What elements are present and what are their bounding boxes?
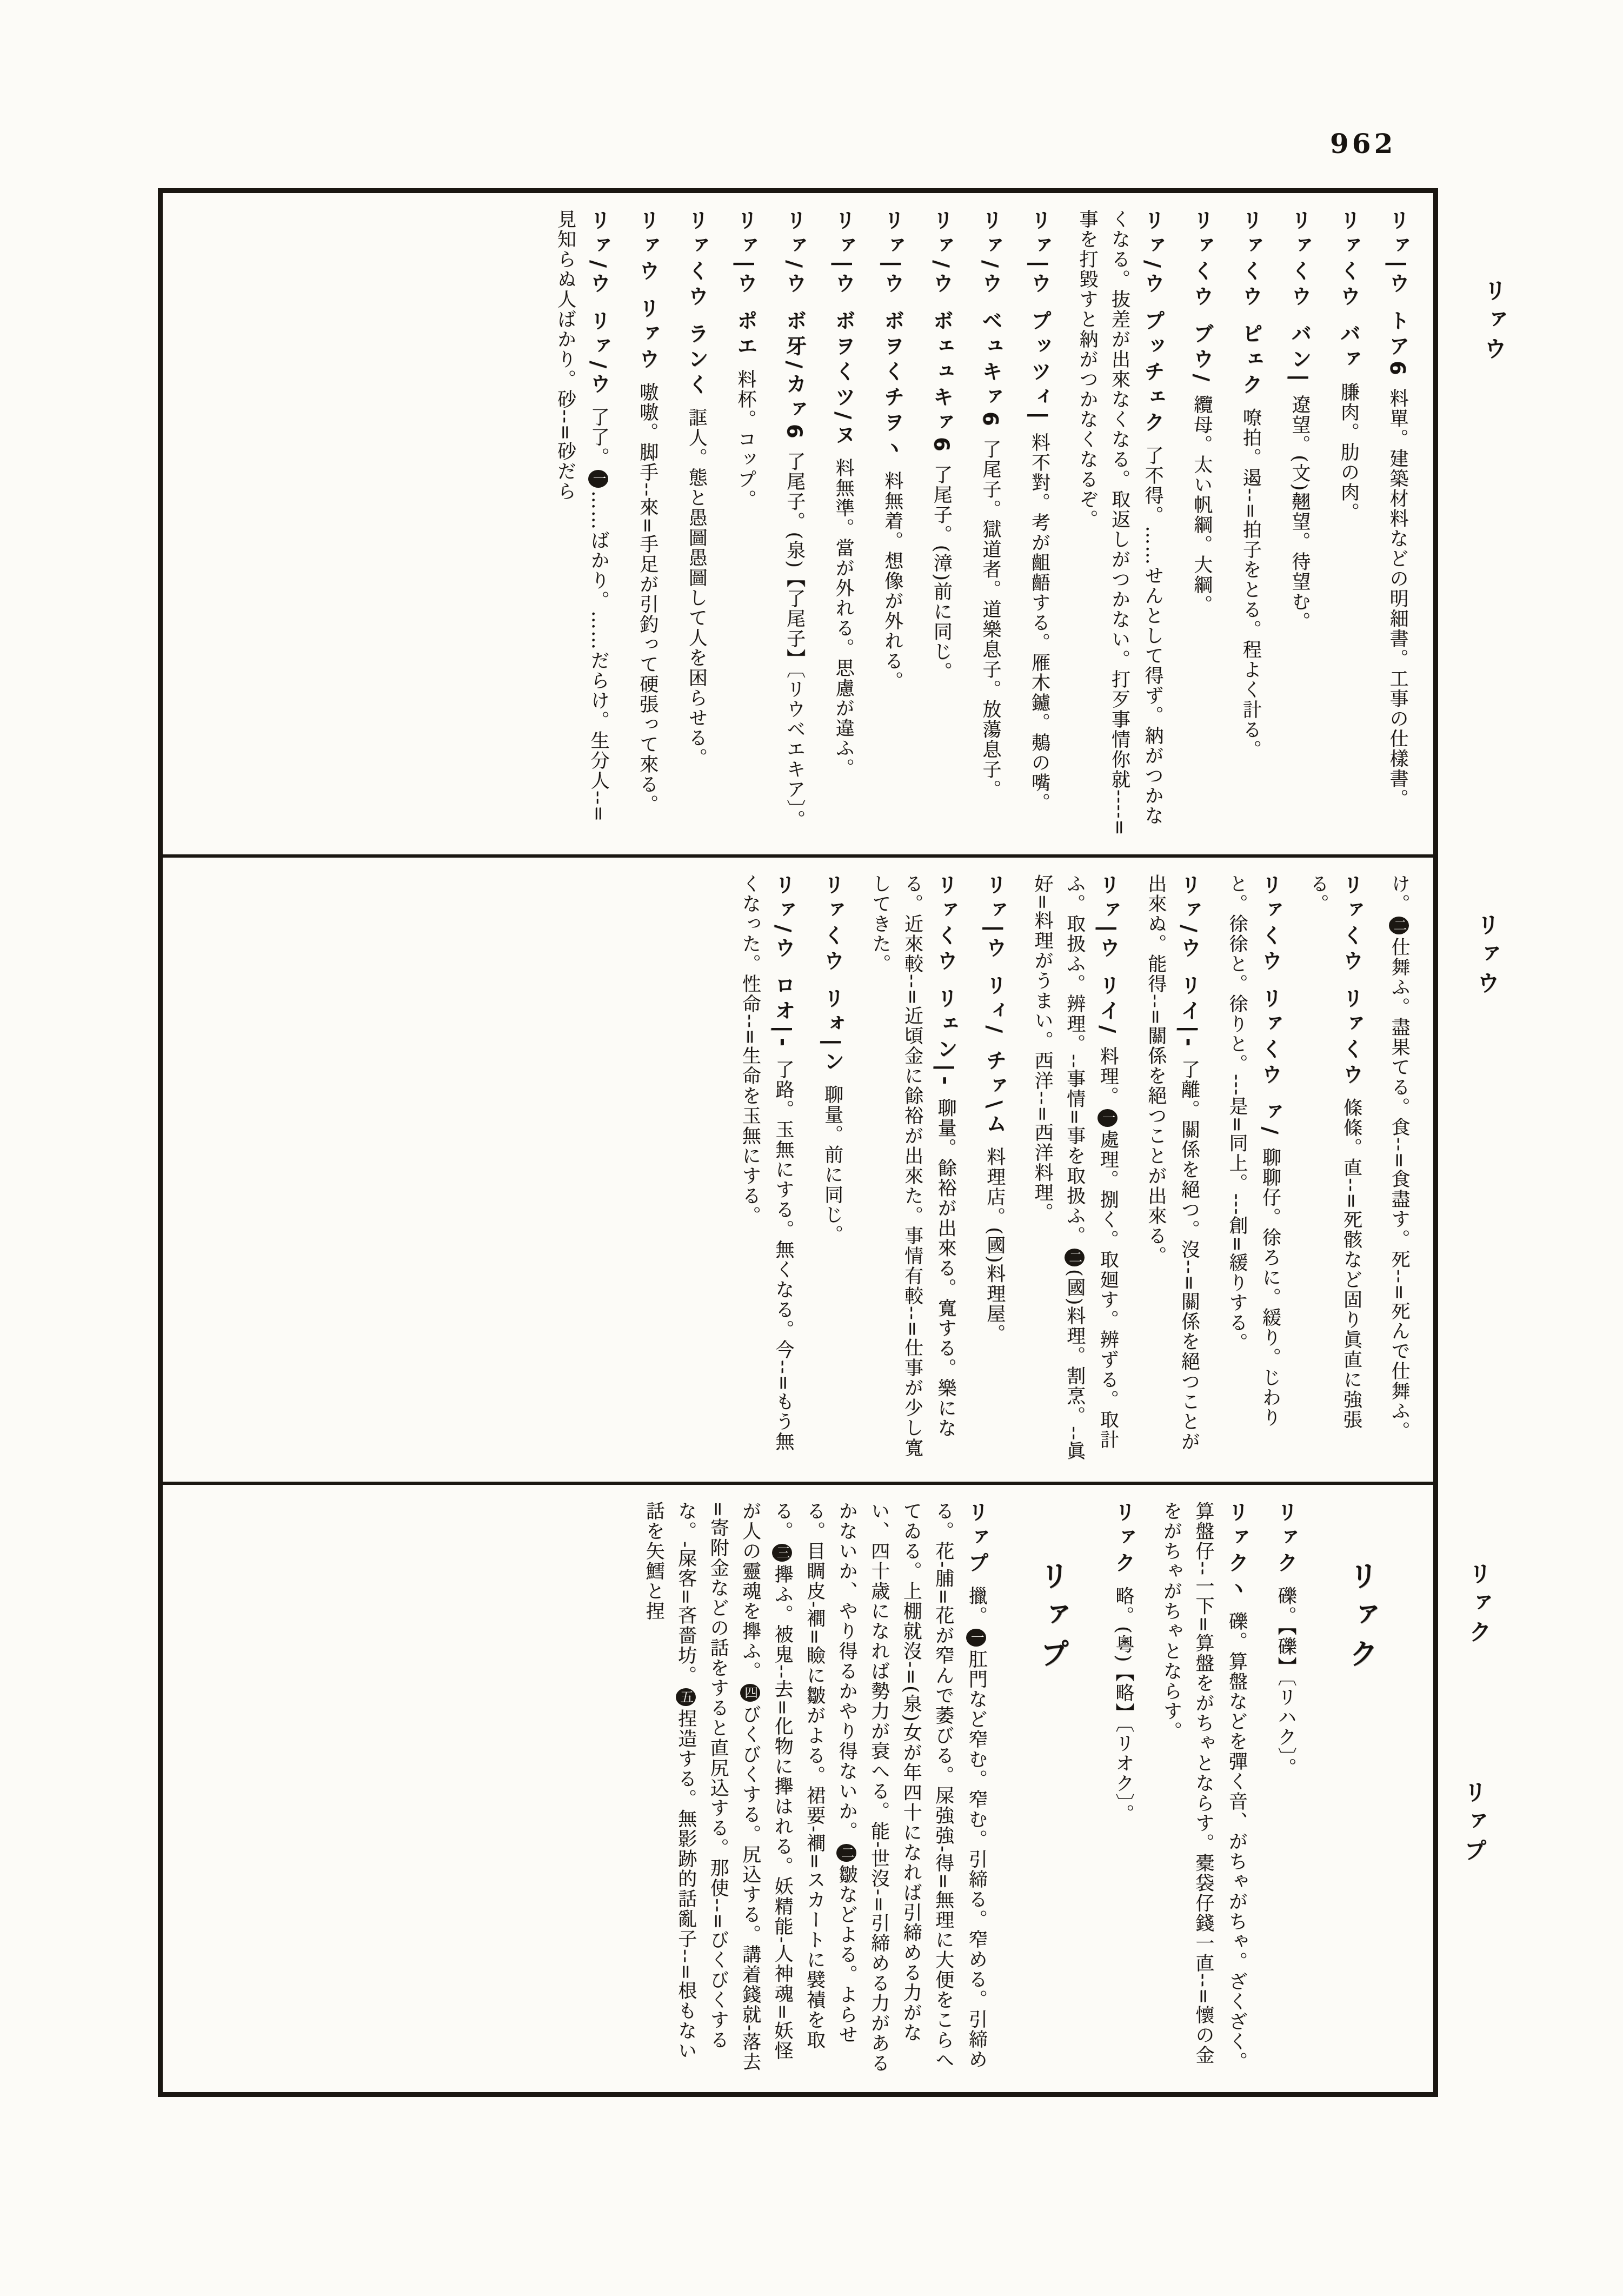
sense-number: 二 — [1065, 1249, 1085, 1266]
entry-headword: リァ/ウ ボ牙/カァ6 — [782, 209, 807, 443]
entry-headword: リァウ リァウ — [635, 209, 660, 374]
entry-headword: リァくウ リァくウ ァ/ — [1258, 874, 1282, 1139]
dict-entry — [1380, 209, 1415, 838]
dict-entry — [1106, 1501, 1141, 2076]
entry-definition: 條條。直--=死骸など固り眞直に強張る。 — [1307, 874, 1362, 1430]
dict-entry — [875, 209, 910, 838]
entry-headword: リァくウ ランく — [684, 209, 709, 400]
entry-definition: 聊聊仔。徐ろに。緩り。じわりと。徐徐と。徐りと。---是=同上。---創=緩りする。 — [1226, 874, 1281, 1428]
sense-number: 三 — [772, 1544, 792, 1562]
entry-definition: 了路。玉無にする。無くなる。今--=もう無くなった。性命--=生命を玉無にする。 — [739, 874, 794, 1452]
dict-entry — [1026, 874, 1126, 1465]
entry-headword: リァ/ウ リァ/ウ — [587, 209, 611, 399]
margin-tab-riau-2: リァウ — [1474, 913, 1500, 1000]
band-bottom — [163, 1482, 1433, 2092]
band-middle — [163, 854, 1433, 1482]
entry-definition: 略。(粵)【略】〔リオク〕。 — [1112, 1586, 1134, 1824]
entry-headword: リァくウ ピェク — [1239, 209, 1263, 400]
entry-definition: 誆人。態と愚圖愚圖して人を困らせる。 — [686, 408, 708, 768]
content-frame — [158, 188, 1438, 2097]
entry-definition: 料不對。考が齟齬する。雁木鑢。鴺の嘴。 — [1028, 433, 1050, 813]
entry-headword: リァ|ウ トア6 — [1386, 209, 1409, 380]
entry-definition: 礫。【礫】〔リハク〕。 — [1275, 1586, 1296, 1778]
dict-entry — [815, 874, 850, 1465]
sense-number: 四 — [740, 1684, 760, 1702]
entry-definition: 纜母。太い帆綱。大綱。 — [1190, 395, 1213, 615]
entry-headword: リァ|ウ ポエ — [733, 209, 757, 361]
entry-definition: 了尾子。(泉)【了尾子】〔リウベエキア〕。 — [783, 452, 806, 830]
entry-definition: 了不得。……せんとして得ず。納がつかなくなる。抜差が出來なくなる。取返しがつかない。打歹事情你就----=事を打毀すと納がつかなくなるぞ。 — [1076, 209, 1164, 837]
entry-definition: 礫。算盤などを彈く音、がちゃがちゃ。ざくざく。算盤仔--一下=算盤をがちゃとならす。橐袋仔錢一直--=懷の金をがちゃがちゃとならす。 — [1160, 1501, 1248, 2072]
sense-number: 五 — [676, 1688, 696, 1706]
dict-entry — [1155, 1501, 1254, 2076]
dict-entry — [973, 209, 1008, 838]
band-top — [163, 193, 1433, 854]
entry-definition: 聊量。前に同じ。 — [821, 1085, 843, 1245]
entry-headword: リァ|ウ リイ/ — [1096, 874, 1120, 1038]
page-number: 962 — [1330, 128, 1396, 160]
entry-headword: リァクヽ — [1225, 1501, 1249, 1603]
entry-headword: リァ|ウ ボヲくツ/ヌ — [832, 209, 856, 449]
dict-entry — [1383, 874, 1415, 1465]
margin-tab-riaku: リァク — [1466, 1562, 1492, 1649]
dict-entry — [630, 209, 665, 838]
sense-number: 一 — [588, 470, 608, 488]
dict-entry — [1022, 209, 1057, 838]
dict-entry — [1070, 209, 1170, 838]
entry-definition: 了尾子。獄道者。道樂息子。放蕩息子。 — [979, 439, 1001, 800]
entry-headword: リァくウ リァくウ — [1339, 874, 1363, 1090]
dict-entry — [977, 874, 1012, 1465]
entry-definition: 了了。一……ばかり。……だらけ。生分人--=見知らぬ人ばかり。砂--=砂だら — [554, 209, 610, 822]
dict-entry — [863, 874, 963, 1465]
entry-definition: 料單。建築材料などの明細書。工事の仕樣書。 — [1387, 388, 1408, 809]
dict-entry — [1331, 209, 1366, 838]
entry-definition: 膁肉。肋の肉。 — [1338, 382, 1360, 523]
entry-headword: リァくウ バァ — [1336, 209, 1361, 374]
entry-headword: リァプ — [965, 1501, 989, 1577]
entry-definition: 料杯。コップ。 — [734, 369, 756, 510]
entry-headword: リァ/ウ ベュキァ6 — [978, 209, 1002, 431]
entry-definition: 了尾子。(漳)前に同じ。 — [930, 464, 953, 682]
dict-entry — [1282, 209, 1317, 838]
entry-headword: リァくウ リェン|- — [934, 874, 958, 1090]
dict-entry — [924, 209, 959, 838]
entry-definition: 聊量。餘裕が出來る。寬する。樂になる。近來較--=近頃金に餘裕が出來た。事情有較--=仕事が少し寬してきた。 — [869, 874, 957, 1458]
entry-headword: リァ/ウ プッチェク — [1141, 209, 1165, 437]
entry-definition: 料無着。想像が外れる。 — [881, 471, 903, 692]
dict-entry — [1184, 209, 1219, 838]
entry-definition: 了離。關係を絕つ。沒--=關係を絕つことが出來ぬ。能得--=關係を絕つことが出來る。 — [1145, 874, 1200, 1452]
section-header: リァク — [1345, 1561, 1379, 1677]
dict-entry — [826, 209, 861, 838]
entry-definition: 料理。一處理。捌く。取廻す。辨ずる。取計ふ。取扱ふ。辨理。--事情=事を取扱ふ。二(國)料理。割烹。--眞好=料理がうまい。西洋--=西洋料理。 — [1032, 874, 1119, 1461]
dict-entry — [728, 209, 763, 838]
sense-number: 二 — [1389, 917, 1409, 934]
entry-headword: リァ|ウ ボヲくチヲヽ — [880, 209, 904, 463]
entry-definition: 嘹拍。遏--=拍子をとる。程よく計る。 — [1240, 408, 1262, 760]
entry-definition: け。二仕舞ふ。盡果てる。食--=食盡す。死--=死んで仕舞ふ。 — [1388, 874, 1410, 1441]
entry-definition: 料無準。當が外れる。思慮が違ふ。 — [833, 458, 855, 778]
entry-definition: 遼望。(文)翹望。待望む。 — [1288, 395, 1311, 632]
dict-entry — [1268, 1501, 1303, 2076]
entry-definition: 嗷嗷。脚手--來=手足が引釣って硬張って來る。 — [636, 382, 658, 815]
dict-entry — [777, 209, 812, 838]
entry-headword: リァくウ バン| — [1287, 209, 1312, 387]
dict-entry — [1139, 874, 1206, 1465]
dict-entry — [637, 1501, 994, 2076]
entry-headword: リァク — [1111, 1501, 1135, 1577]
section-header: リァプ — [1035, 1561, 1070, 1677]
margin-tab-riapu: リァプ — [1461, 1780, 1487, 1868]
entry-headword: リァくウ リォ|ン — [820, 874, 844, 1077]
dict-entry — [734, 874, 801, 1465]
entry-headword: リァ|ウ リィ/ チァ\ム — [982, 874, 1007, 1139]
entry-definition: 料理店。(國)料理屋。 — [983, 1147, 1006, 1344]
entry-headword: リァくウ ブウ/ — [1189, 209, 1214, 387]
entry-headword: リァ/ウ リイ|- — [1177, 874, 1201, 1051]
entry-headword: リァ|ウ プッツィ| — [1027, 209, 1052, 424]
sense-number: 一 — [1097, 1109, 1118, 1127]
dict-entry — [679, 209, 714, 838]
entry-headword: リァ/ウ ボェュキァ6 — [929, 209, 954, 456]
entry-definition: 擸。一肛門など窄む。窄む。引締る。窄める。引締める。花-脯=花が窄んで萎びる。屎強強-得=無理に大便をこらへてゐる。上棚就沒-=(泉)女が年四十になれば引締める力がない、四十歳になれば勢力が衰へる。能-世沒-=引締める力があるかないか、やり得るかやり得ないか。二皺などよる。よらせる。目睭皮-襇=瞼に皺がよる。裙要-襇=スカートに襞襀を取る。三攑ふ。被鬼--去=化物に攑はれる。妖精能-人神魂=妖怪が人の靈魂を攑ふ。四びくびくする。尻込する。講着錢就-落去=寄附金などの話をすると直尻込する。那使--=びくびくするな。-屎客=吝嗇坊。五捏造する。無影跡的話亂子--=根もない話を矢鱈と捏 — [643, 1501, 988, 2073]
margin-tab-riau-1: リァウ — [1481, 278, 1507, 366]
entry-headword: リァク — [1274, 1501, 1298, 1577]
dict-entry — [1233, 209, 1268, 838]
entry-headword: リァ/ウ ロオ|- — [771, 874, 795, 1051]
dict-entry — [549, 209, 616, 838]
dict-entry — [1220, 874, 1287, 1465]
sense-number: 二 — [836, 1844, 856, 1862]
dict-entry — [1301, 874, 1368, 1465]
sense-number: 一 — [966, 1629, 986, 1647]
